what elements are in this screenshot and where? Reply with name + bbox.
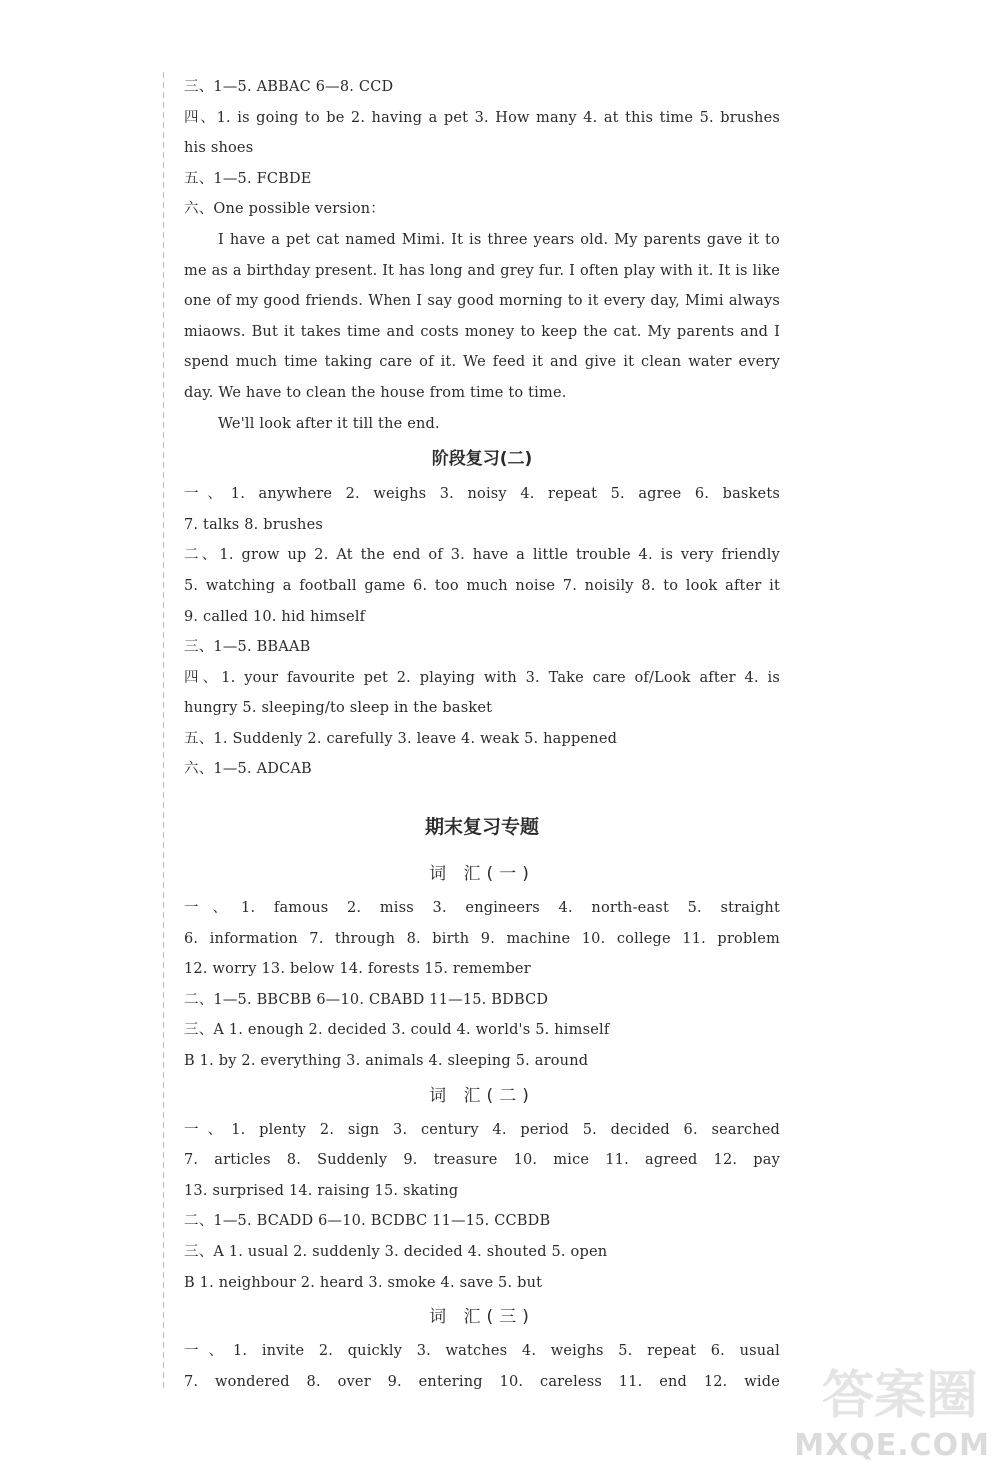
answer-line: 7. talks 8. brushes [184, 516, 323, 533]
section-title: 词 汇(一) [429, 864, 535, 885]
answer-line: 二、1. grow up 2. At the end of 3. have a little trouble 4. is very friendly [184, 547, 780, 564]
answer-line: 二、1—5. BBCBB 6—10. CBABD 11—15. BDBCD [184, 991, 549, 1008]
answer-content [184, 72, 780, 1397]
answer-line: 7. wondered 8. over 9. entering 10. careless 11. end 12. wide [184, 1373, 780, 1390]
section-title: 阶段复习(二) [431, 449, 533, 470]
answer-line: 12. worry 13. below 14. forests 15. remember [184, 961, 531, 978]
answer-line: hungry 5. sleeping/to sleep in the basket [184, 700, 493, 717]
answer-line: 9. called 10. hid himself [184, 608, 366, 625]
answer-line: B 1. by 2. everything 3. animals 4. sleeping 5. around [184, 1053, 589, 1070]
answer-line: 三、1—5. BBAAB [184, 639, 311, 656]
chapter-title: 期末复习专题 [424, 816, 539, 839]
watermark-logo: 答案圈 [821, 1366, 978, 1426]
answer-line: 7. articles 8. Suddenly 9. treasure 10. mice 11. agreed 12. pay [184, 1152, 780, 1169]
answer-line: 四、1. is going to be 2. having a pet 3. How many 4. at this time 5. brushes [184, 109, 780, 126]
answer-line: his shoes [184, 140, 254, 157]
site-watermark [780, 1353, 990, 1463]
answer-line: 六、1—5. ADCAB [184, 761, 312, 778]
answer-line: 三、A 1. enough 2. decided 3. could 4. world's 5. himself [184, 1022, 610, 1039]
answer-line: B 1. neighbour 2. heard 3. smoke 4. save 5. but [184, 1274, 543, 1291]
answer-line: 三、1—5. ABBAC 6—8. CCD [184, 79, 394, 95]
answer-line: 三、A 1. usual 2. suddenly 3. decided 4. shouted 5. open [184, 1244, 608, 1260]
answer-line: 6. information 7. through 8. birth 9. machine 10. college 11. problem [184, 930, 780, 947]
answer-line: 一、1. famous 2. miss 3. engineers 4. north-east 5. straight [184, 900, 780, 917]
answer-line: 一、1. plenty 2. sign 3. century 4. period 5. decided 6. searched [184, 1121, 780, 1138]
answer-line: 五、1—5. FCBDE [184, 170, 312, 187]
section-title: 词 汇(二) [429, 1085, 535, 1106]
answer-line: 13. surprised 14. raising 15. skating [184, 1182, 459, 1199]
margin-dashed-rule [163, 72, 164, 1392]
answer-line: 五、1. Suddenly 2. carefully 3. leave 4. weak 5. happened [184, 730, 618, 747]
answer-line: 二、1—5. BCADD 6—10. BCDBC 11—15. CCBDB [184, 1213, 551, 1230]
answer-line: 一、1. invite 2. quickly 3. watches 4. weighs 5. repeat 6. usual [184, 1343, 780, 1360]
answer-line: 一、1. anywhere 2. weighs 3. noisy 4. repeat 5. agree 6. baskets [184, 486, 780, 503]
answer-line: 六、One possible version： [184, 201, 386, 218]
answer-line: 5. watching a football game 6. too much noise 7. noisily 8. to look after it [184, 577, 780, 594]
essay-paragraph: I have a pet cat named Mimi. It is three years old. My parents gave it to me as a birthday present. It has long and grey fur. I often play with it. It is like one of my good friends. When I say good morning to it every day, Mimi always miaows. But it takes time and costs money to keep the cat. My parents and I spend much time taking care of it. We feed it and give it clean water every day. We have to clean the house from time to time. [184, 231, 780, 401]
section-title: 词 汇(三) [429, 1307, 535, 1328]
essay-paragraph: We'll look after it till the end. [218, 415, 440, 432]
watermark-url: MXQE.COM [794, 1428, 990, 1463]
answer-line: 四、1. your favourite pet 2. playing with 3. Take care of/Look after 4. is [184, 669, 780, 686]
